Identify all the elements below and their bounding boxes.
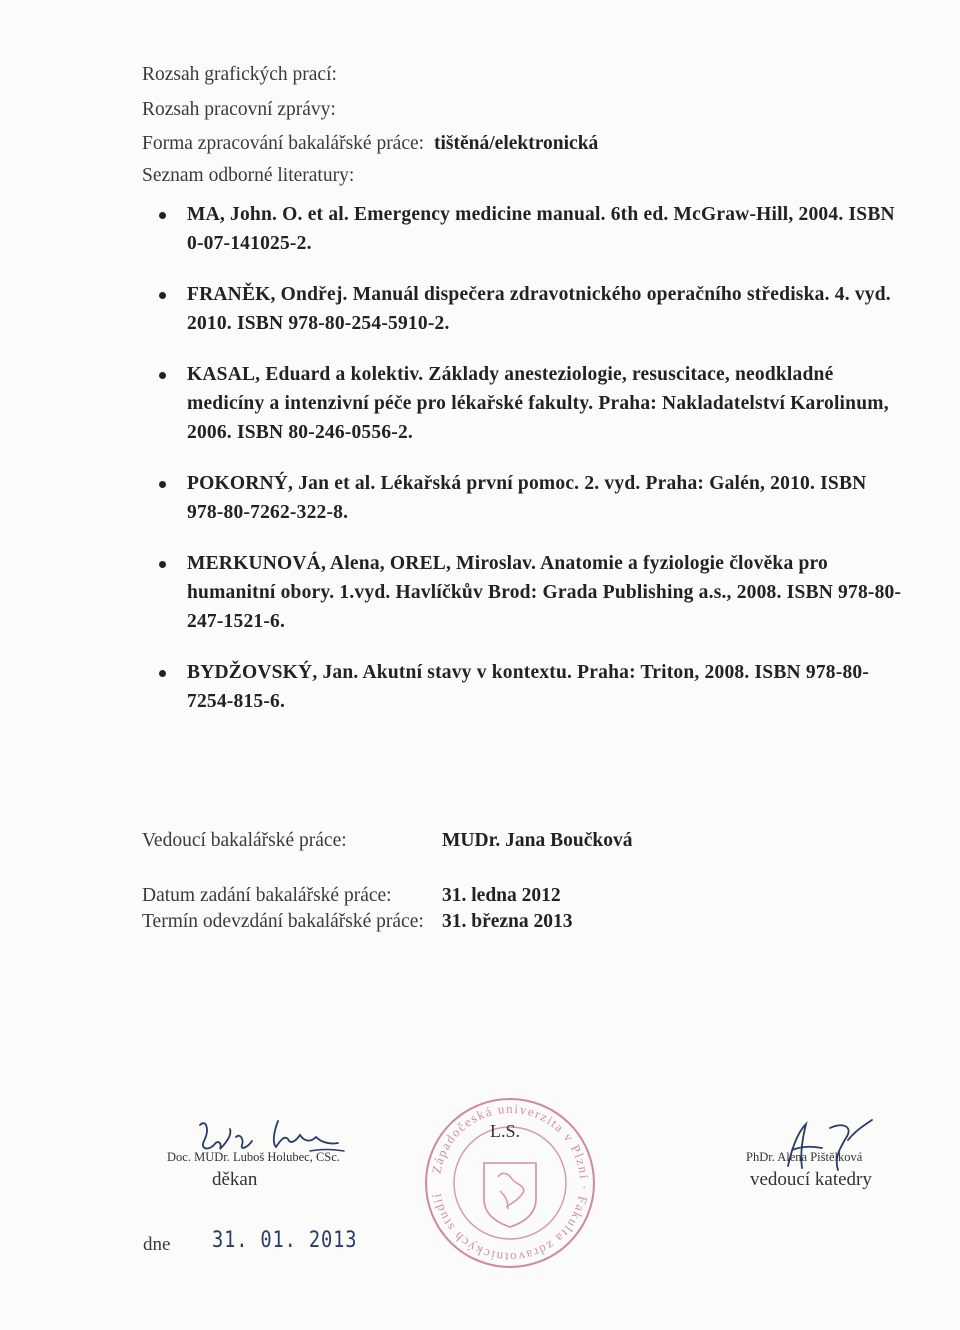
due-date-value: 31. března 2013: [442, 911, 573, 932]
literature-item: BYDŽOVSKÝ, Jan. Akutní stavy v kontextu. Praha: Triton, 2008. ISBN 978-80-7254-815-6.: [142, 658, 902, 716]
literature-item: POKORNÝ, Jan et al. Lékařská první pomoc. 2. vyd. Praha: Galén, 2010. ISBN 978-80-7262-322-8.: [142, 469, 902, 527]
head-name: PhDr. Alena Pištělková: [746, 1150, 863, 1164]
literature-item: MERKUNOVÁ, Alena, OREL, Miroslav. Anatomie a fyziologie člověka pro humanitní obory. 1.vyd. Havlíčkův Brod: Grada Publishing a.s., 2008. ISBN 978-80-247-1521-6.: [142, 549, 902, 636]
handwritten-date: 31. 01. 2013: [212, 1228, 358, 1253]
stamp-ls-label: L.S.: [490, 1121, 521, 1141]
literature-item: FRANĚK, Ondřej. Manuál dispečera zdravotnického operačního střediska. 4. vyd. 2010. ISBN 978-80-254-5910-2.: [142, 280, 902, 338]
format-value: tištěná/elektronická: [434, 133, 599, 154]
head-role: vedoucí katedry: [750, 1169, 872, 1190]
graphics-scope-label: Rozsah grafických prací:: [142, 64, 337, 85]
supervisor-label: Vedoucí bakalářské práce:: [142, 830, 347, 851]
dean-name: Doc. MUDr. Luboš Holubec, CSc.: [167, 1150, 340, 1164]
dean-role: děkan: [212, 1169, 258, 1190]
due-date-label: Termín odevzdání bakalářské práce:: [142, 911, 424, 932]
place-date-label: dne: [143, 1234, 171, 1255]
format-label: Forma zpracování bakalářské práce:: [142, 133, 425, 154]
literature-item: KASAL, Eduard a kolektiv. Základy anesteziologie, resuscitace, neodkladné medicíny a intenzivní péče pro lékařské fakulty. Praha: Nakladatelství Karolinum, 2006. ISBN 80-246-0556-2.: [142, 360, 902, 447]
assigned-date-value: 31. ledna 2012: [442, 885, 561, 906]
literature-list: [142, 200, 902, 738]
supervisor-value: MUDr. Jana Boučková: [442, 830, 633, 851]
svg-text:Západočeská univerzita v Plzni: Západočeská univerzita v Plzni · Fakulta zdravotnických studií: [428, 1100, 593, 1266]
assigned-date-label: Datum zadání bakalářské práce:: [142, 885, 392, 906]
report-scope-label: Rozsah pracovní zprávy:: [142, 99, 336, 120]
literature-item: MA, John. O. et al. Emergency medicine manual. 6th ed. McGraw-Hill, 2004. ISBN 0-07-141025-2.: [142, 200, 902, 258]
literature-label: Seznam odborné literatury:: [142, 165, 355, 186]
